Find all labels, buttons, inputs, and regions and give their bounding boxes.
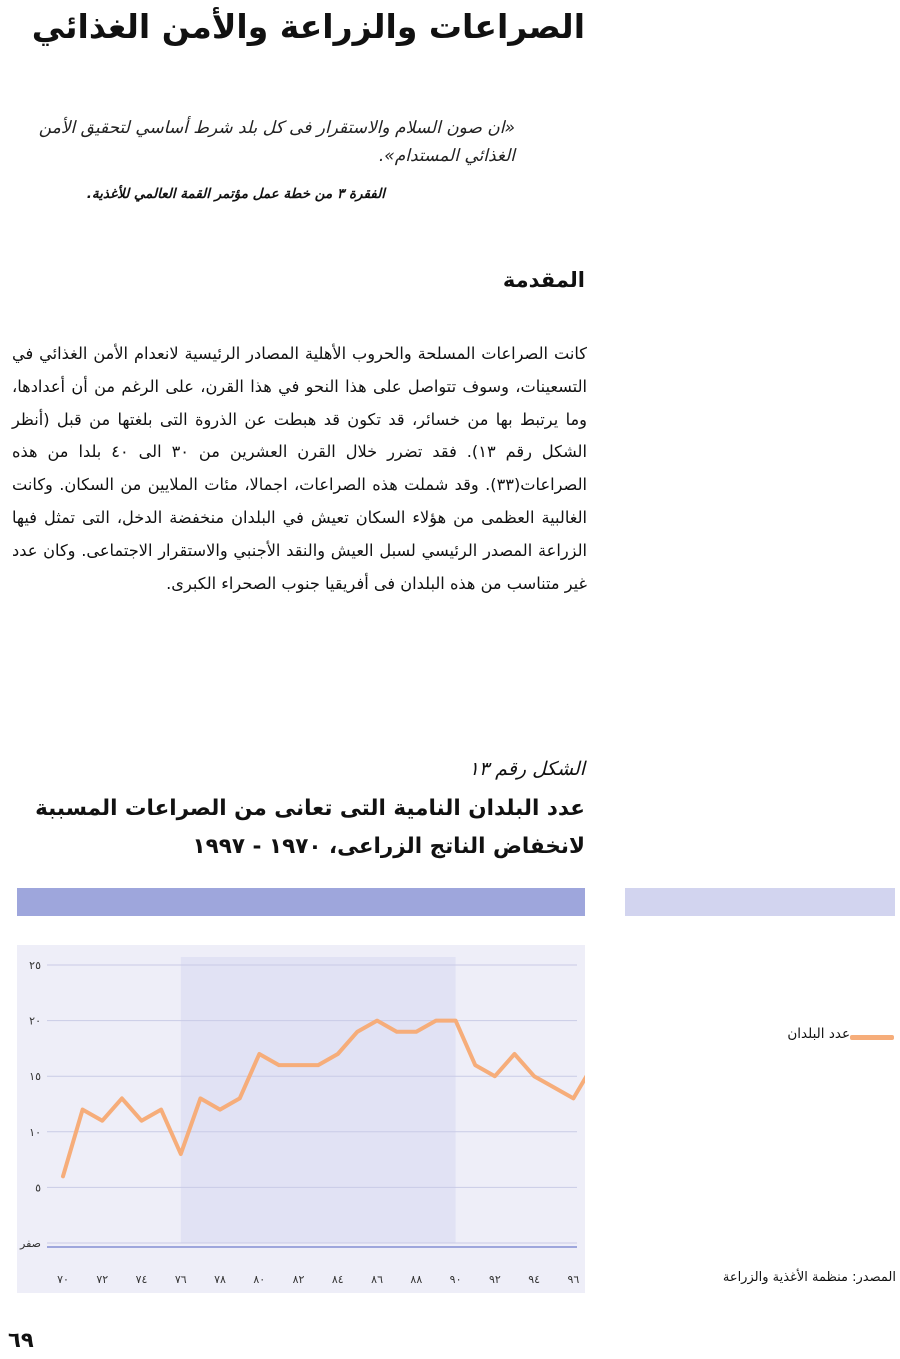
x-tick-label: ٩٤ bbox=[528, 1273, 541, 1286]
data-point bbox=[140, 1119, 143, 1122]
y-tick-label: صفر bbox=[20, 1237, 41, 1250]
data-point bbox=[81, 1108, 84, 1111]
data-point bbox=[552, 1086, 555, 1089]
data-point bbox=[533, 1075, 536, 1078]
data-point bbox=[160, 1108, 163, 1111]
data-point bbox=[336, 1052, 339, 1055]
data-point bbox=[395, 1030, 398, 1033]
data-point bbox=[434, 1019, 437, 1022]
data-point bbox=[120, 1097, 123, 1100]
data-point bbox=[572, 1097, 575, 1100]
data-point bbox=[513, 1052, 516, 1055]
section-heading: المقدمة bbox=[502, 268, 585, 292]
data-point bbox=[61, 1175, 64, 1178]
data-point bbox=[454, 1019, 457, 1022]
x-tick-label: ٨٤ bbox=[331, 1273, 344, 1286]
x-tick-label: ٩٠ bbox=[449, 1273, 462, 1286]
x-tick-label: ٨٦ bbox=[371, 1273, 383, 1286]
line-chart bbox=[17, 945, 585, 1293]
figure-source-note: المصدر: منظمة الأغذية والزراعة bbox=[722, 1270, 896, 1285]
data-point bbox=[258, 1052, 261, 1055]
x-tick-label: ٧٠ bbox=[57, 1273, 69, 1286]
data-point bbox=[317, 1063, 320, 1066]
legend-label: عدد البلدان bbox=[787, 1026, 850, 1042]
x-tick-label: ٩٢ bbox=[488, 1273, 501, 1286]
data-point bbox=[238, 1097, 241, 1100]
x-tick-label: ٧٤ bbox=[135, 1273, 148, 1286]
data-point bbox=[297, 1063, 300, 1066]
x-tick-label: ٧٢ bbox=[96, 1273, 109, 1286]
chart-legend bbox=[730, 1025, 900, 1049]
intro-paragraph: كانت الصراعات المسلحة والحروب الأهلية المصادر الرئيسية لانعدام الأمن الغذائي في التسعينات، وسوف تتواصل على هذا النحو في هذا القرن، على الرغم من أن أعدادها، وما يرتبط بها من خسائر، قد تكون قد هبطت عن الذروة التى بلغتها من قبل (أنظر الشكل رقم ١٣). فقد تضرر خلال القرن العشرين من ٣٠ الى ٤٠ بلدا من هذه الصراعات(٣٣). وقد شملت هذه الصراعات، اجمالا، مئات الملايين من السكان. وكانت الغالبية العظمى من هؤلاء السكان تعيش في البلدان منخفضة الدخل، التى تمثل فيها الزراعة المصدر الرئيسي لسبل العيش والنقد الأجنبي والاستقرار الاجتماعى. وكان عدد غير متناسب من هذه البلدان فى أفريقيا جنوب الصحراء الكبرى. bbox=[12, 344, 587, 593]
y-tick-label: ١٠ bbox=[29, 1125, 41, 1139]
figure-label: الشكل رقم ١٣ bbox=[468, 758, 585, 780]
y-tick-label: ٢٠ bbox=[29, 1014, 41, 1028]
data-point bbox=[493, 1075, 496, 1078]
y-tick-label: ٥ bbox=[35, 1181, 41, 1195]
page-title: الصراعات والزراعة والأمن الغذائي bbox=[31, 7, 585, 46]
chart-canvas bbox=[17, 945, 585, 1293]
data-point bbox=[199, 1097, 202, 1100]
legend-line-swatch bbox=[850, 1035, 894, 1040]
x-tick-label: ٧٨ bbox=[214, 1273, 226, 1286]
epigraph-source: الفقرة ٣ من خطة عمل مؤتمر القمة العالمي للأغذية. bbox=[86, 186, 385, 202]
y-tick-label: ١٥ bbox=[29, 1070, 41, 1084]
epigraph-quote: «ان صون السلام والاستقرار فى كل بلد شرط أساسي لتحقيق الأمن الغذائي المستدام». bbox=[38, 118, 515, 166]
x-tick-label: ٨٨ bbox=[410, 1273, 423, 1286]
page-number: ٦٩ bbox=[8, 1328, 34, 1352]
data-point bbox=[356, 1030, 359, 1033]
x-tick-label: ٨٠ bbox=[253, 1273, 266, 1286]
data-point bbox=[277, 1063, 280, 1066]
x-tick-label: ٨٢ bbox=[292, 1273, 305, 1286]
shaded-period-band bbox=[181, 957, 456, 1243]
data-point bbox=[179, 1152, 182, 1155]
x-tick-label: ٩٦ bbox=[567, 1273, 580, 1286]
y-tick-label: ٢٥ bbox=[29, 959, 41, 972]
data-point bbox=[101, 1119, 104, 1122]
data-point bbox=[375, 1019, 378, 1022]
data-point bbox=[415, 1030, 418, 1033]
figure-header-band bbox=[17, 888, 585, 916]
x-tick-label: ٧٦ bbox=[174, 1273, 187, 1286]
figure-title: عدد البلدان النامية التى تعانى من الصراعات المسببة لانخفاض الناتج الزراعى، ١٩٧٠ - ١٩٩٧ bbox=[35, 796, 585, 859]
figure-side-band bbox=[625, 888, 895, 916]
data-point bbox=[218, 1108, 221, 1111]
data-point bbox=[474, 1063, 477, 1066]
